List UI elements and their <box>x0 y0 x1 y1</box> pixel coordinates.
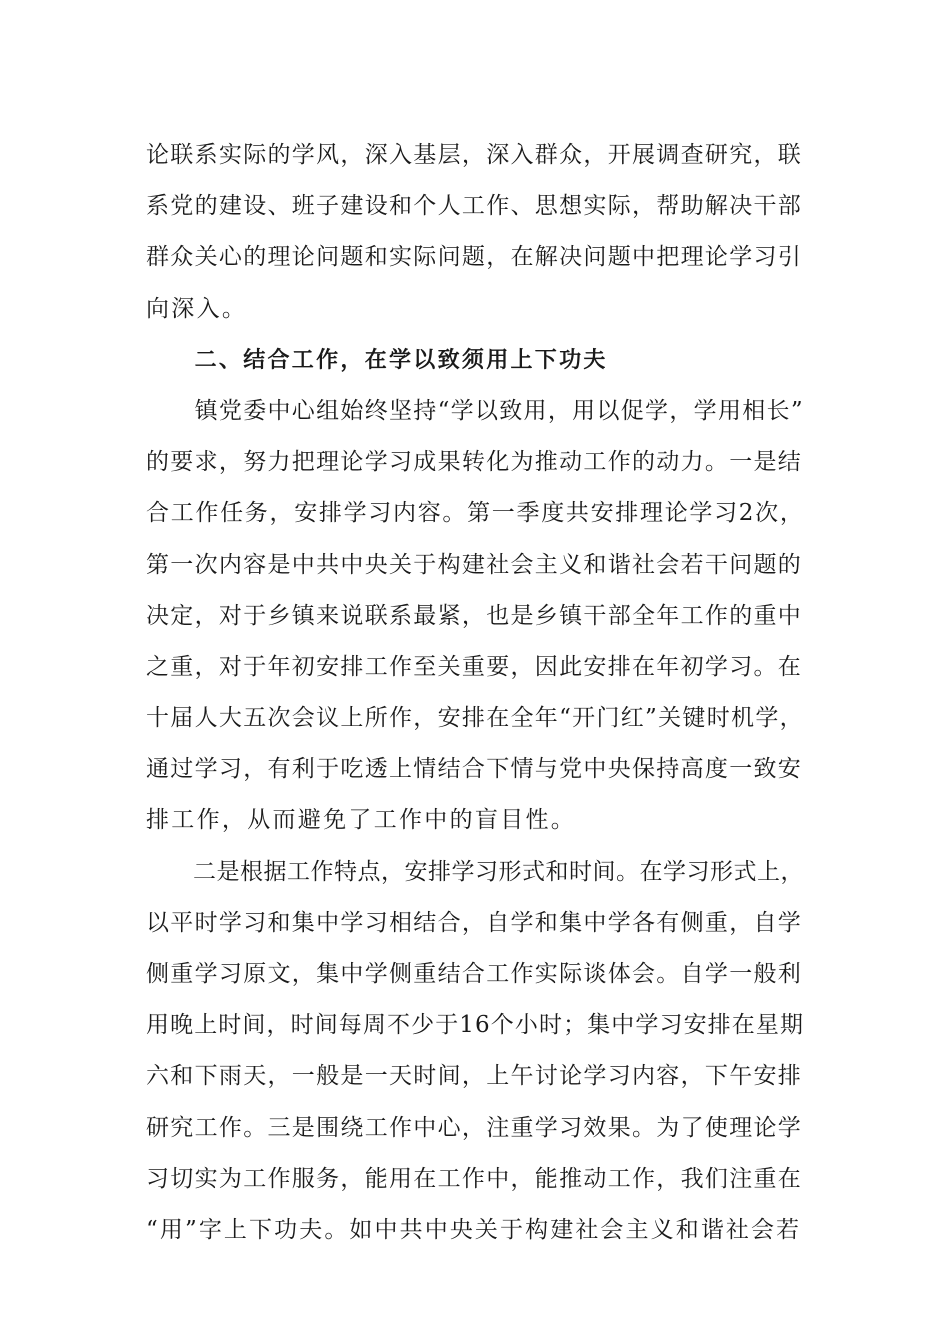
text-line: 十届人大五次会议上所作，安排在全年“开门红”关键时机学， <box>146 705 804 732</box>
text-line: 向深入。 <box>146 295 248 322</box>
text-line: 论联系实际的学风，深入基层，深入群众，开展调查研究，联 <box>146 142 803 168</box>
text-line: 镇党委中心组始终坚持“学以致用，用以促学，学用相长” <box>146 397 804 424</box>
text-line: 习切实为工作服务，能用在工作中，能推动工作，我们注重在 <box>146 1165 803 1192</box>
text-line: “用”字上下功夫。如中共中央关于构建社会主义和谐社会若 <box>146 1216 802 1243</box>
text-line: 之重，对于年初安排工作至关重要，因此安排在年初学习。在 <box>146 653 803 680</box>
text-line: 二是根据工作特点，安排学习形式和时间。在学习形式上， <box>146 858 804 885</box>
text-line: 排工作，从而避免了工作中的盲目性。 <box>146 807 577 834</box>
document-page <box>146 130 806 1256</box>
section-heading: 二、结合工作，在学以致须用上下功夫 <box>146 347 608 373</box>
text-line: 第一次内容是中共中央关于构建社会主义和谐社会若干问题的 <box>146 551 803 578</box>
text-line: 研究工作。三是围绕工作中心，注重学习效果。为了使理论学 <box>146 1114 803 1141</box>
text-line: 系党的建设、班子建设和个人工作、思想实际，帮助解决干部 <box>146 193 803 220</box>
text-line: 合工作任务，安排学习内容。第一季度共安排理论学习2次， <box>146 500 805 527</box>
text-line: 的要求，努力把理论学习成果转化为推动工作的动力。一是结 <box>146 449 803 476</box>
text-line: 六和下雨天，一般是一天时间，上午讨论学习内容，下午安排 <box>146 1063 803 1090</box>
text-line: 用晚上时间，时间每周不少于16个小时；集中学习安排在星期 <box>146 1012 805 1039</box>
text-line: 侧重学习原文，集中学侧重结合工作实际谈体会。自学一般利 <box>146 961 803 987</box>
text-line: 决定，对于乡镇来说联系最紧，也是乡镇干部全年工作的重中 <box>146 602 803 629</box>
text-line: 群众关心的理论问题和实际问题，在解决问题中把理论学习引 <box>146 244 803 271</box>
text-line: 通过学习，有利于吃透上情结合下情与党中央保持高度一致安 <box>146 756 803 783</box>
text-line: 以平时学习和集中学习相结合，自学和集中学各有侧重，自学 <box>146 909 803 936</box>
